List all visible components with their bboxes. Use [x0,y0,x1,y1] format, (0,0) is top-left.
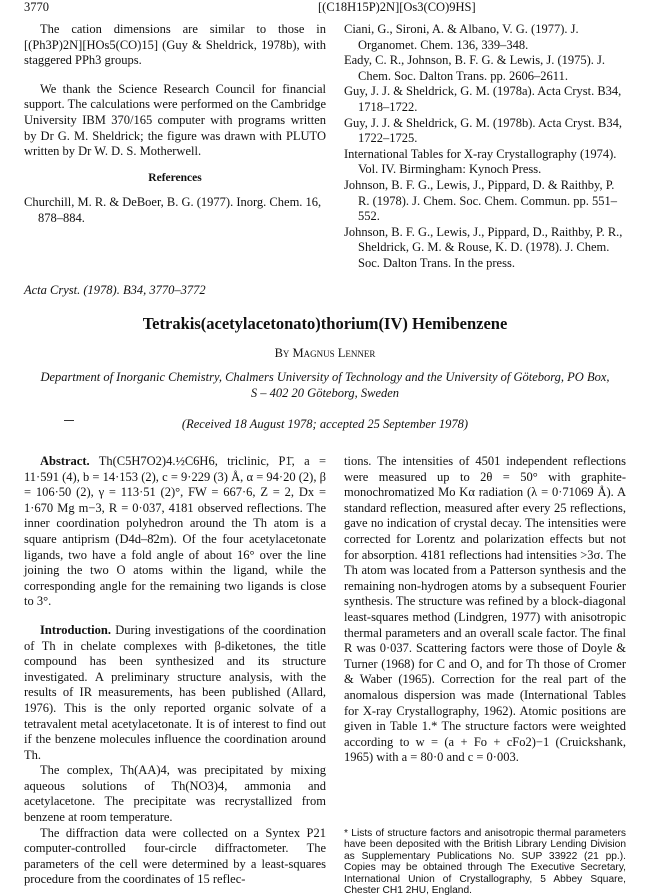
reference-item: Johnson, B. F. G., Lewis, J., Pippard, D., Raithby, P. R., Sheldrick, G. M. & Rouse, K. D. (1978). J. Chem. Soc. Dalton Trans. In the press. [344,224,623,270]
references-right-column [344,22,626,272]
reference-item: Guy, J. J. & Sheldrick, G. M. (1978b). Acta Cryst. B34, 1722–1725. [344,115,622,146]
affiliation-line-2: S – 402 20 Göteborg, Sweden [250,385,400,400]
reference-item: Johnson, B. F. G., Lewis, J., Pippard, D. & Raithby, P. R. (1978). J. Chem. Soc. Chem. Commun. pp. 551–552. [344,177,618,224]
diffraction-paragraph: The diffraction data were collected on a Syntex P21 computer-controlled four-circle diffractometer. The parameters of the cell were determined by a least-squares procedure from the coordinates of 15 reflec- [24,825,326,887]
abstract-label: Abstract. [40,454,90,468]
article-title: Tetrakis(acetylacetonato)thorium(IV) Hemibenzene [142,314,508,333]
abstract-text: Th(C5H7O2)4.½C6H6, triclinic, P1̄, a = 11·591 (4), b = 14·153 (2), c = 9·229 (3) Å, α = 94·20 (2), β = 106·50 (2), γ = 113·51 (2)°, FW = 667·6, Z = 2, Dx = 1·670 Mg m−3, R = 0·037, 4181 observed reflections. The inner coordination polyhedron around the Th atom is a square antiprism (D4d–8̄2m). Of the four acetylacetonate ligands, two have a fold angle of about 16° over the line joining the two O atoms within the ligand, while the corresponding angle for the remaining two ligands is close to 3°. [24,454,326,609]
reference-item: Guy, J. J. & Sheldrick, G. M. (1978a). Acta Cryst. B34, 1718–1722. [344,84,622,114]
article-author: By Magnus Lenner [274,346,376,360]
reference-item: Churchill, M. R. & DeBoer, B. G. (1977). Inorg. Chem. 16, 878–884. [24,195,322,225]
affiliation-line-1: Department of Inorganic Chemistry, Chalmers University of Technology and the University of Göteborg, PO Box, [40,370,610,384]
acknowledgements: We thank the Science Research Council for financial support. The calculations were performed on the Cambridge University IBM 370/165 computer with programs written by Dr G. M. Sheldrick; the figure was drawn with PLUTO written by Dr W. D. S. Motherwell. [24,81,326,159]
prev-article-para-1: The cation dimensions are similar to those in [(Ph3P)2N][HOs5(CO)15] (Guy & Sheldrick, 1978b), with staggered PPh3 groups. [24,22,326,68]
introduction [24,623,326,763]
methods-paragraph: tions. The intensities of 4501 independent reflections were measured up to 2θ = 50° with graphite-monochromatized Mo Kα radiation (λ = 0·71069 Å). A standard reflection, measured after every 25 reflections, gave no indication of crystal decay. The intensities were corrected for Lorentz and polarization effects but not for absorption. 4181 reflections had intensities >3σ. The Th atom was located from a Patterson synthesis and the remaining non-hydrogen atoms by a subsequent Fourier synthesis. The structure was refined by a block-diagonal least-squares method (Lindgren, 1977) with anisotropic thermal parameters and an overall scale factor. The final R was 0·037. Scattering factors were those of Doyle & Turner (1968) for C and O, and for Th those of Cromer & Waber (1965). Correction for the real part of the anomalous dispersion was made (International Tables for X-ray Crystallography, 1962). Atomic positions are given in Table 1.* The structure factors were weighted according to w = (a + Fo + cFo2)−1 (Cruickshank, 1965) with a = 80·0 and c = 0·003. [344,454,626,765]
intro-text: During investigations of the coordination of Th in chelate complexes with β-diketones, the title compound has been synthesized and its structure investigated. A preliminary structure analysis, with the results of IR measurements, has been published (Allard, 1976). This is the only reported organic solvate of a tetravalent metal acetylacetonate. It is of interest to find out if the benzene molecules influence the coordination around Th. [24,622,326,762]
author-affiliation [24,370,626,401]
page-number: 3770 [24,0,49,14]
abstract [24,454,326,610]
reference-item: Eady, C. R., Johnson, B. F. G. & Lewis, J. (1975). J. Chem. Soc. Dalton Trans. pp. 2606–2611. [344,53,606,83]
reference-item: Ciani, G., Sironi, A. & Albano, V. G. (1977). J. Organomet. Chem. 136, 339–348. [344,22,579,52]
references-heading: References [148,171,202,184]
article-right-column [344,454,626,766]
received-dates: (Received 18 August 1978; accepted 25 September 1978) [181,417,469,431]
complex-paragraph: The complex, Th(AA)4, was precipitated by mixing aqueous solutions of Th(NO3)4, ammonia and acetylacetone. The precipitate was recrystallized from benzene at room temperature. [24,763,326,825]
running-title: [(C18H15P)2N][Os3(CO)9HS] [318,0,476,14]
prev-article-left-column [24,22,326,227]
intro-label: Introduction. [40,622,111,637]
footnote: * Lists of structure factors and anisotropic thermal parameters have been deposited with the British Library Lending Division as Supplementary Publications No. SUP 33922 (21 pp.). Copies may be obtained through The Executive Secretary, International Union of Crystallography, 5 Abbey Square, Chester CH1 2HU, England. [344,828,626,896]
reference-item: International Tables for X-ray Crystallography (1974). Vol. IV. Birmingham: Kynoch Press. [344,146,617,177]
article-left-column [24,454,326,888]
article-citation: Acta Cryst. (1978). B34, 3770–3772 [24,283,206,297]
